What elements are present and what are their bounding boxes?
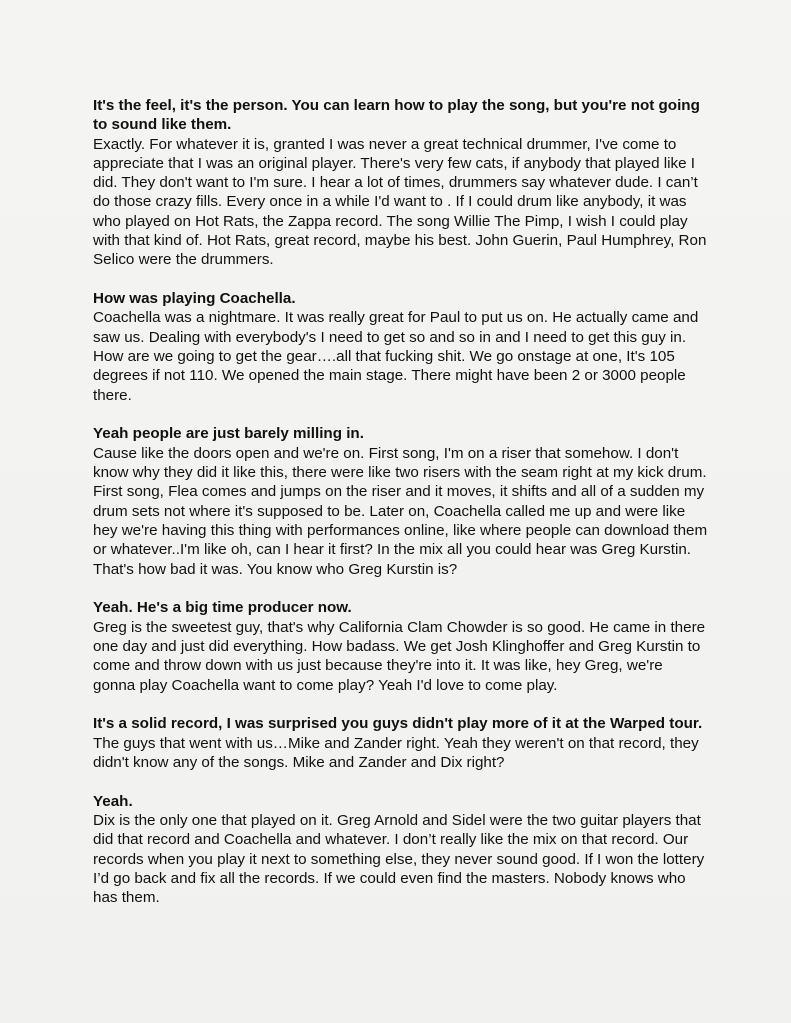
interview-answer: The guys that went with us…Mike and Zander right. Yeah they weren't on that record, they didn't know any of the songs. Mike and Zander and Dix right? (93, 734, 699, 771)
interview-answer: Greg is the sweetest guy, that's why California Clam Chowder is so good. He came in there one day and just did everything. How badass. We get Josh Klinghoffer and Greg Kurstin to come and throw down with us just because they're into it. It was like, hey Greg, we're gonna play Coachella want to come play? Yeah I'd love to come play. (93, 618, 706, 694)
qa-block (93, 424, 709, 578)
qa-block (93, 96, 709, 270)
interview-question: It's a solid record, I was surprised you guys didn't play more of it at the Warped tour. (93, 715, 703, 733)
interview-question: It's the feel, it's the person. You can learn how to play the song, but you're not going to sound like them. (93, 97, 700, 134)
qa-block (93, 289, 709, 405)
interview-answer: Dix is the only one that played on it. Greg Arnold and Sidel were the two guitar players that did that record and Coachella and whatever. I don’t really like the mix on that record. Our records when you play it next to something else, they never sound good. If I won the lottery I’d go back and fix all the records. If we could even find the masters. Nobody knows who has them. (93, 812, 705, 907)
interview-question: Yeah. (93, 792, 133, 810)
interview-answer: Cause like the doors open and we're on. First song, I'm on a riser that somehow. I don't know why they did it like this, there were like two risers with the seam right at my kick drum. First song, Flea comes and jumps on the riser and it moves, it shifts and all of a sudden my drum sets not where it's supposed to be. Later on, Coachella called me up and were like hey we're having this thing with performances online, like where people can download them or whatever..I'm like oh, can I hear it first? In the mix all you could hear was Greg Kurstin. That's how bad it was. You know who Greg Kurstin is? (93, 444, 708, 578)
qa-block (93, 598, 709, 694)
interview-question: How was playing Coachella. (93, 290, 296, 308)
qa-block (93, 714, 709, 772)
interview-answer: Exactly. For whatever it is, granted I was never a great technical drummer, I've come to appreciate that I was an original player. There's very few cats, if anybody that played like I did. They don't want to I'm sure. I hear a lot of times, drummers say whatever dude. I can’t do those crazy fills. Every once in a while I'd want to . If I could drum like anybody, it was who played on Hot Rats, the Zappa record. The song Willie The Pimp, I wish I could play with that kind of. Hot Rats, great record, maybe his best. John Guerin, Paul Humphrey, Ron Selico were the drummers. (93, 135, 707, 269)
qa-block (93, 792, 709, 908)
interview-question: Yeah. He's a big time producer now. (93, 599, 352, 617)
interview-question: Yeah people are just barely milling in. (93, 425, 364, 443)
interview-answer: Coachella was a nightmare. It was really great for Paul to put us on. He actually came and saw us. Dealing with everybody's I need to get so and so in and I need to get this guy in. How are we going to get the gear….all that fucking shit. We go onstage at one, It's 105 degrees if not 110. We opened the main stage. There might have been 2 or 3000 people there. (93, 309, 699, 404)
